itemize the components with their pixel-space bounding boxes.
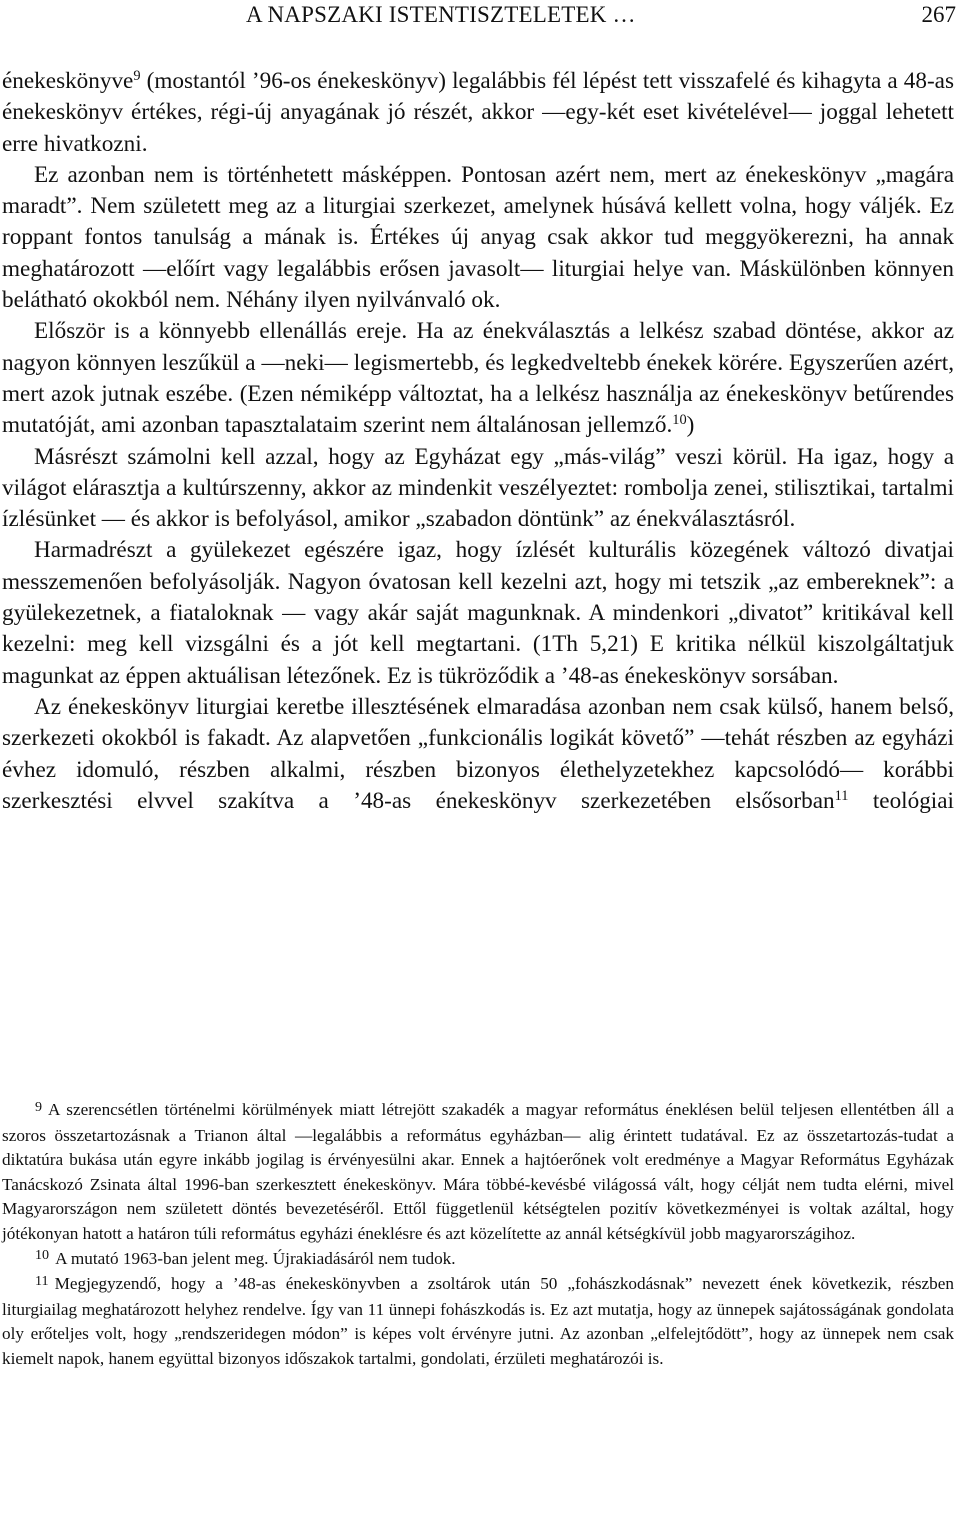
footnote-ref[interactable]: 11	[834, 787, 849, 804]
running-title: A NAPSZAKI ISTENTISZTELETEK …	[246, 2, 636, 27]
body-text	[2, 66, 954, 817]
paragraph-text: (mostantól ’96-os énekeskönyv) legalábbis fél lépést tett visszafelé és kihagyta a 48-as énekeskönyv értékes, régi-új anyagának jó részét, akkor —egy-két eset kivételével— joggal lehetett erre hivatkozni.	[2, 68, 954, 157]
footnote-ref[interactable]: 9	[133, 68, 141, 85]
paragraph-text: énekeskönyve	[2, 68, 134, 94]
paragraph-text: teológiai	[848, 787, 954, 814]
running-header	[0, 0, 960, 30]
footnotes	[2, 1098, 954, 1372]
footnote-text: Megjegyzendő, hogy a ’48-as énekeskönyvben a zsoltárok után 50 „fohászkodásnak” nevezett ének következik, részben liturgiailag meghatározott helyhez rendelve. Így van 11 ünnepi fohászkodás is. Ez azt mutatja, hogy az ünnepek sajátosságának gondolata oly erőteljes volt, hogy „rendszeridegen módon” is képes volt érvényre jutni. Az azonban „elfelejtődött”, hogy az ünnepek nem csak kiemelt napok, hanem együttal bizonyos időszakok tartalmi, gondolati, érzületi meghatározói is.	[2, 1274, 954, 1368]
footnote-number: 9	[35, 1098, 43, 1115]
body-paragraph	[2, 442, 954, 536]
page-number: 267	[921, 2, 956, 27]
footnote-text: A mutató 1963-ban jelent meg. Újrakiadásáról nem tudok.	[55, 1248, 456, 1268]
footnote-ref[interactable]: 10	[672, 412, 687, 429]
body-paragraph	[2, 316, 954, 441]
paragraph-text: Ez azonban nem is történhetett másképpen. Pontosan azért nem, mert az énekeskönyv „magára maradt”. Nem született meg az a liturgiai szerkezet, amelynek húsává kellett volna, hogy váljék. Ez roppant fontos tanulság a mának is. Értékes új anyag csak akkor tud meggyökerezni, ha annak meghatározott —előírt vagy legalábbis erősen javasolt— liturgiai helye van. Máskülönben könnyen belátható okokból nem. Néhány ilyen nyilvánvaló ok.	[2, 161, 954, 314]
footnote	[2, 1247, 954, 1273]
footnote	[2, 1272, 954, 1371]
footnote-text: A szerencsétlen történelmi körülmények miatt létrejött szakadék a magyar református éneklésen belül teljesen ellentétben áll a szoros összetartozásnak a Trianon által —legalábbis a református egyházban— alig érintett tudatával. Ez az összetartozás-tudat a diktatúra bukása után egyre inkább jogilag is érvényesülni akar. Ennek a hajtóerőnek volt eredménye a Magyar Református Egyházak Tanácskozó Zsinata által 1996-ban szerkesztett énekeskönyv. Mára többé-kevésbé világossá vált, hogy célját nem tudta elérni, mivel Magyarországon nem született döntés bevezetéséről. Ettől függetlenül kétségtelen pozitív következményei is voltak azáltal, hogy jótékonyan hatott a határon túli református egyházi éneklésre és azt közelítette az annál kétségkívül jobb magyarországihoz.	[2, 1100, 954, 1243]
paragraph-text: )	[686, 412, 695, 439]
body-paragraph	[2, 160, 954, 316]
paragraph-text: Az énekeskönyv liturgiai keretbe illesztésének elmaradása azonban nem csak külső, hanem belső, szerkezeti okokból is fakadt. Az alapvetően „funkcionális logikát követő” —tehát részben az egyházi évhez idomuló, részben alkalmi, részben bizonyos élethelyzetekhez kapcsolódó— korábbi szerkesztési elvvel szakítva a ’48-as énekeskönyv szerkezetében elsősorban	[2, 693, 954, 814]
body-paragraph	[2, 66, 954, 160]
footnote-number: 11	[35, 1272, 49, 1289]
body-paragraph	[2, 535, 954, 691]
footnote-number: 10	[35, 1247, 50, 1264]
paragraph-text: Harmadrészt a gyülekezet egészére igaz, hogy ízlését kulturális közegének változó divatjai messzemenően befolyásolják. Nagyon óvatosan kell kezelni azt, hogy mi tetszik „az embereknek”: a gyülekezetnek, a fiataloknak — vagy akár saját magunknak. A mindenkori „divatot” kritikával kell kezelni: meg kell vizsgálni és a jót kell megtartani. (1Th 5,21) E kritika nélkül kiszolgáltatjuk magunkat az éppen aktuálisan létezőnek. Ez is tükröződik a ’48-as énekeskönyv sorsában.	[2, 537, 954, 689]
paragraph-text: Másrészt számolni kell azzal, hogy az Egyházat egy „más-világ” veszi körül. Ha igaz, hogy a világot elárasztja a kultúrszenny, akkor az mindenkit veszélyeztet: rombolja zenei, stilisztikai, tartalmi ízlésünket — és akkor is befolyásol, amikor „szabadon döntünk” az énekválasztásról.	[2, 443, 954, 533]
body-paragraph	[2, 692, 954, 817]
footnote	[2, 1098, 954, 1247]
paragraph-text: Először is a könnyebb ellenállás ereje. Ha az énekválasztás a lelkész szabad döntése, akkor az nagyon könnyen leszűkül a —neki— legismertebb, és legkedveltebb énekek körére. Egyszerűen azért, mert azok jutnak eszébe. (Ezen némiképp változtat, ha a lelkész használja az énekeskönyv betűrendes mutatóját, ami azonban tapasztalataim szerint nem általánosan jellemző.	[2, 318, 954, 439]
